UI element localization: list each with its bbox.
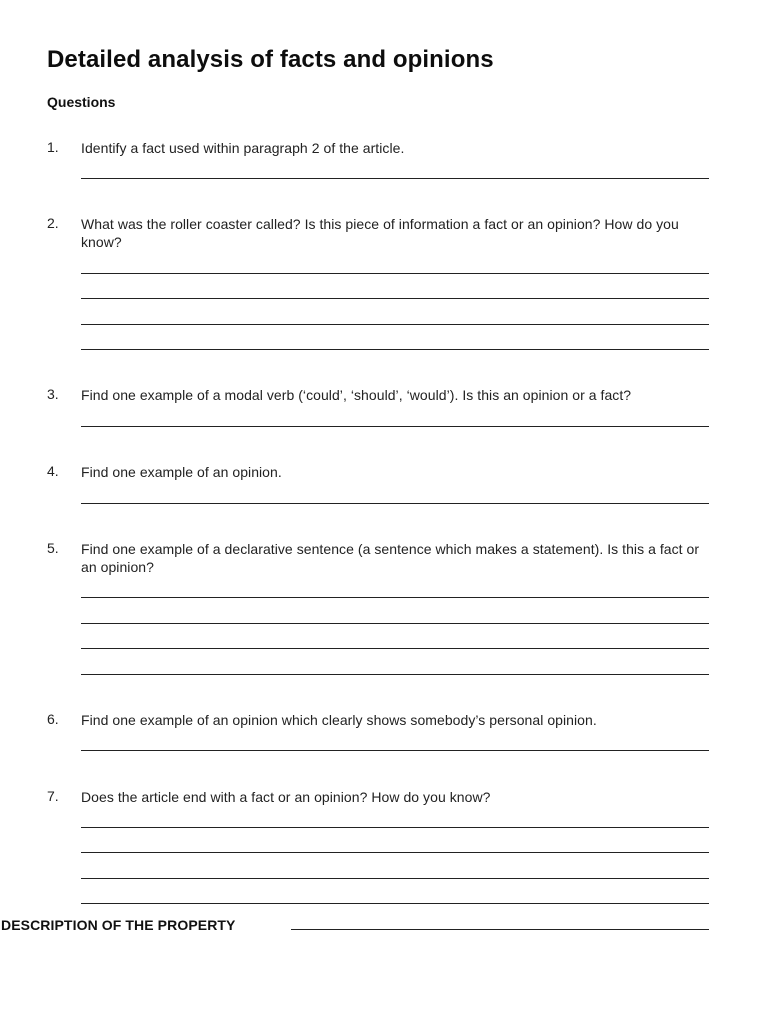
question-text: Find one example of a declarative sentence (a sentence which makes a statement). Is this a fact or an opinion? xyxy=(81,541,700,575)
question-text: Find one example of a modal verb (‘could’, ‘should’, ‘would’). Is this an opinion or a fact? xyxy=(81,387,632,403)
answer-line[interactable] xyxy=(81,750,709,751)
question-6 xyxy=(47,711,717,729)
section-heading: Questions xyxy=(47,94,116,110)
question-number: 3. xyxy=(47,386,59,402)
answer-line[interactable] xyxy=(81,273,709,274)
answer-line[interactable] xyxy=(81,674,709,675)
question-number: 7. xyxy=(47,788,59,804)
answer-line[interactable] xyxy=(81,623,709,624)
question-number: 2. xyxy=(47,215,59,231)
question-number: 5. xyxy=(47,540,59,556)
question-text: What was the roller coaster called? Is this piece of information a fact or an opinion? How do you know? xyxy=(81,216,679,250)
question-text: Find one example of an opinion which clearly shows somebody’s personal opinion. xyxy=(81,712,597,728)
answer-line[interactable] xyxy=(81,349,709,350)
answer-line[interactable] xyxy=(81,878,709,879)
answer-line[interactable] xyxy=(81,324,709,325)
question-7 xyxy=(47,788,717,806)
answer-line[interactable] xyxy=(81,178,709,179)
answer-line[interactable] xyxy=(81,852,709,853)
answer-line[interactable] xyxy=(81,503,709,504)
question-number: 4. xyxy=(47,463,59,479)
question-4 xyxy=(47,463,717,481)
answer-line[interactable] xyxy=(81,597,709,598)
answer-line[interactable] xyxy=(81,827,709,828)
answer-line[interactable] xyxy=(81,648,709,649)
question-text: Identify a fact used within paragraph 2 of the article. xyxy=(81,140,405,156)
page-title: Detailed analysis of facts and opinions xyxy=(47,46,494,73)
question-number: 6. xyxy=(47,711,59,727)
question-2 xyxy=(47,215,717,251)
question-1 xyxy=(47,139,717,157)
property-description-label: DESCRIPTION OF THE PROPERTY xyxy=(1,917,236,933)
question-3 xyxy=(47,386,717,404)
property-description-line[interactable] xyxy=(291,929,709,930)
question-text: Find one example of an opinion. xyxy=(81,464,282,480)
question-number: 1. xyxy=(47,139,59,155)
answer-line[interactable] xyxy=(81,426,709,427)
answer-line[interactable] xyxy=(81,298,709,299)
question-text: Does the article end with a fact or an opinion? How do you know? xyxy=(81,789,491,805)
answer-line[interactable] xyxy=(81,903,709,904)
question-5 xyxy=(47,540,717,576)
